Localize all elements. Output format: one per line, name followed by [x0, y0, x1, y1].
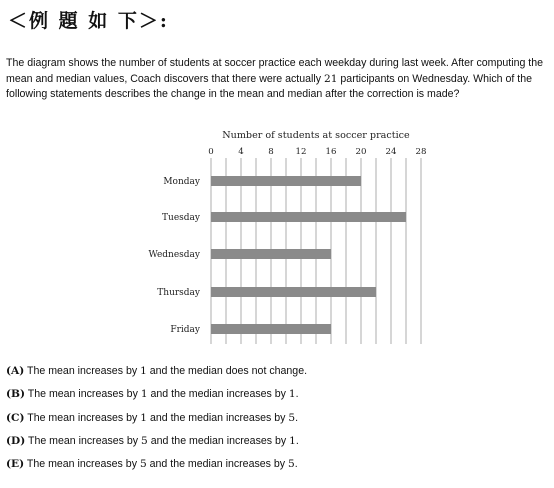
option-text: and the median increases by — [146, 458, 289, 471]
option-number: 1 — [289, 434, 296, 447]
option-number: 5 — [139, 458, 147, 471]
option-text: . — [294, 458, 298, 471]
example-heading: ＜例 題 如 下＞: — [8, 10, 169, 32]
option-letter: (C) — [6, 411, 25, 424]
option-number: 1 — [288, 388, 296, 401]
x-tick-label: 4 — [238, 147, 244, 157]
x-tick-label: 12 — [295, 147, 307, 157]
option-text: The mean increases by — [27, 388, 141, 401]
option-text: . — [295, 411, 299, 424]
option-number: 5 — [288, 458, 295, 471]
x-tick-label: 20 — [355, 147, 367, 157]
y-axis-labels — [148, 177, 200, 335]
x-tick-label: 0 — [208, 147, 214, 157]
option-text: The mean increases by — [27, 411, 141, 424]
option-number: 1 — [140, 388, 148, 401]
answer-options — [6, 364, 552, 480]
category-label-wednesday: Wednesday — [148, 250, 200, 260]
bar-tuesday — [211, 212, 406, 222]
chart-title: Number of students at soccer practice — [222, 130, 410, 141]
option-number: 5 — [141, 434, 148, 447]
option-text: The mean increases by — [27, 434, 142, 447]
question-part-2: participants on Wednesday. Which of the following statements describes the change in the mean and median after the correction is made? — [6, 72, 532, 100]
option-letter: (D) — [6, 434, 26, 447]
option-text: and the median increases by — [147, 388, 289, 401]
x-axis-ticks — [208, 147, 426, 157]
option-letter: (E) — [6, 458, 25, 471]
category-label-thursday: Thursday — [157, 288, 200, 298]
chart-bars — [211, 176, 406, 334]
option-text: and the median increases by — [147, 411, 289, 424]
x-tick-label: 28 — [415, 147, 427, 157]
x-tick-label: 24 — [385, 147, 397, 157]
option-text: and the median increases by — [147, 434, 290, 447]
option-text: . — [295, 434, 299, 447]
option-text: The mean increases by — [26, 458, 140, 471]
answer-option — [6, 364, 552, 387]
option-letter: (A) — [6, 365, 25, 377]
question-part-1: The diagram shows the number of students at soccer practice each weekday during last week. After computing the mean and median values, Coach discovers that there were actually — [6, 57, 544, 85]
category-label-monday: Monday — [163, 177, 200, 187]
answer-option — [6, 434, 552, 457]
answer-option — [6, 457, 552, 480]
answer-option — [6, 387, 552, 410]
bar-wednesday — [211, 249, 331, 259]
option-text: and the median does not change. — [146, 365, 308, 377]
option-number: 1 — [140, 411, 148, 424]
option-number: 1 — [140, 365, 147, 377]
option-number: 5 — [288, 411, 296, 424]
question-number: 21 — [323, 72, 338, 85]
bar-friday — [211, 324, 331, 334]
x-tick-label: 8 — [268, 147, 274, 157]
x-tick-label: 16 — [325, 147, 337, 157]
answer-option — [6, 411, 552, 434]
category-label-friday: Friday — [170, 325, 200, 335]
category-label-tuesday: Tuesday — [162, 213, 200, 223]
option-text: . — [295, 388, 299, 401]
bar-thursday — [211, 287, 376, 297]
bar-monday — [211, 176, 361, 186]
option-letter: (B) — [6, 388, 25, 401]
option-text: The mean increases by — [27, 365, 141, 377]
